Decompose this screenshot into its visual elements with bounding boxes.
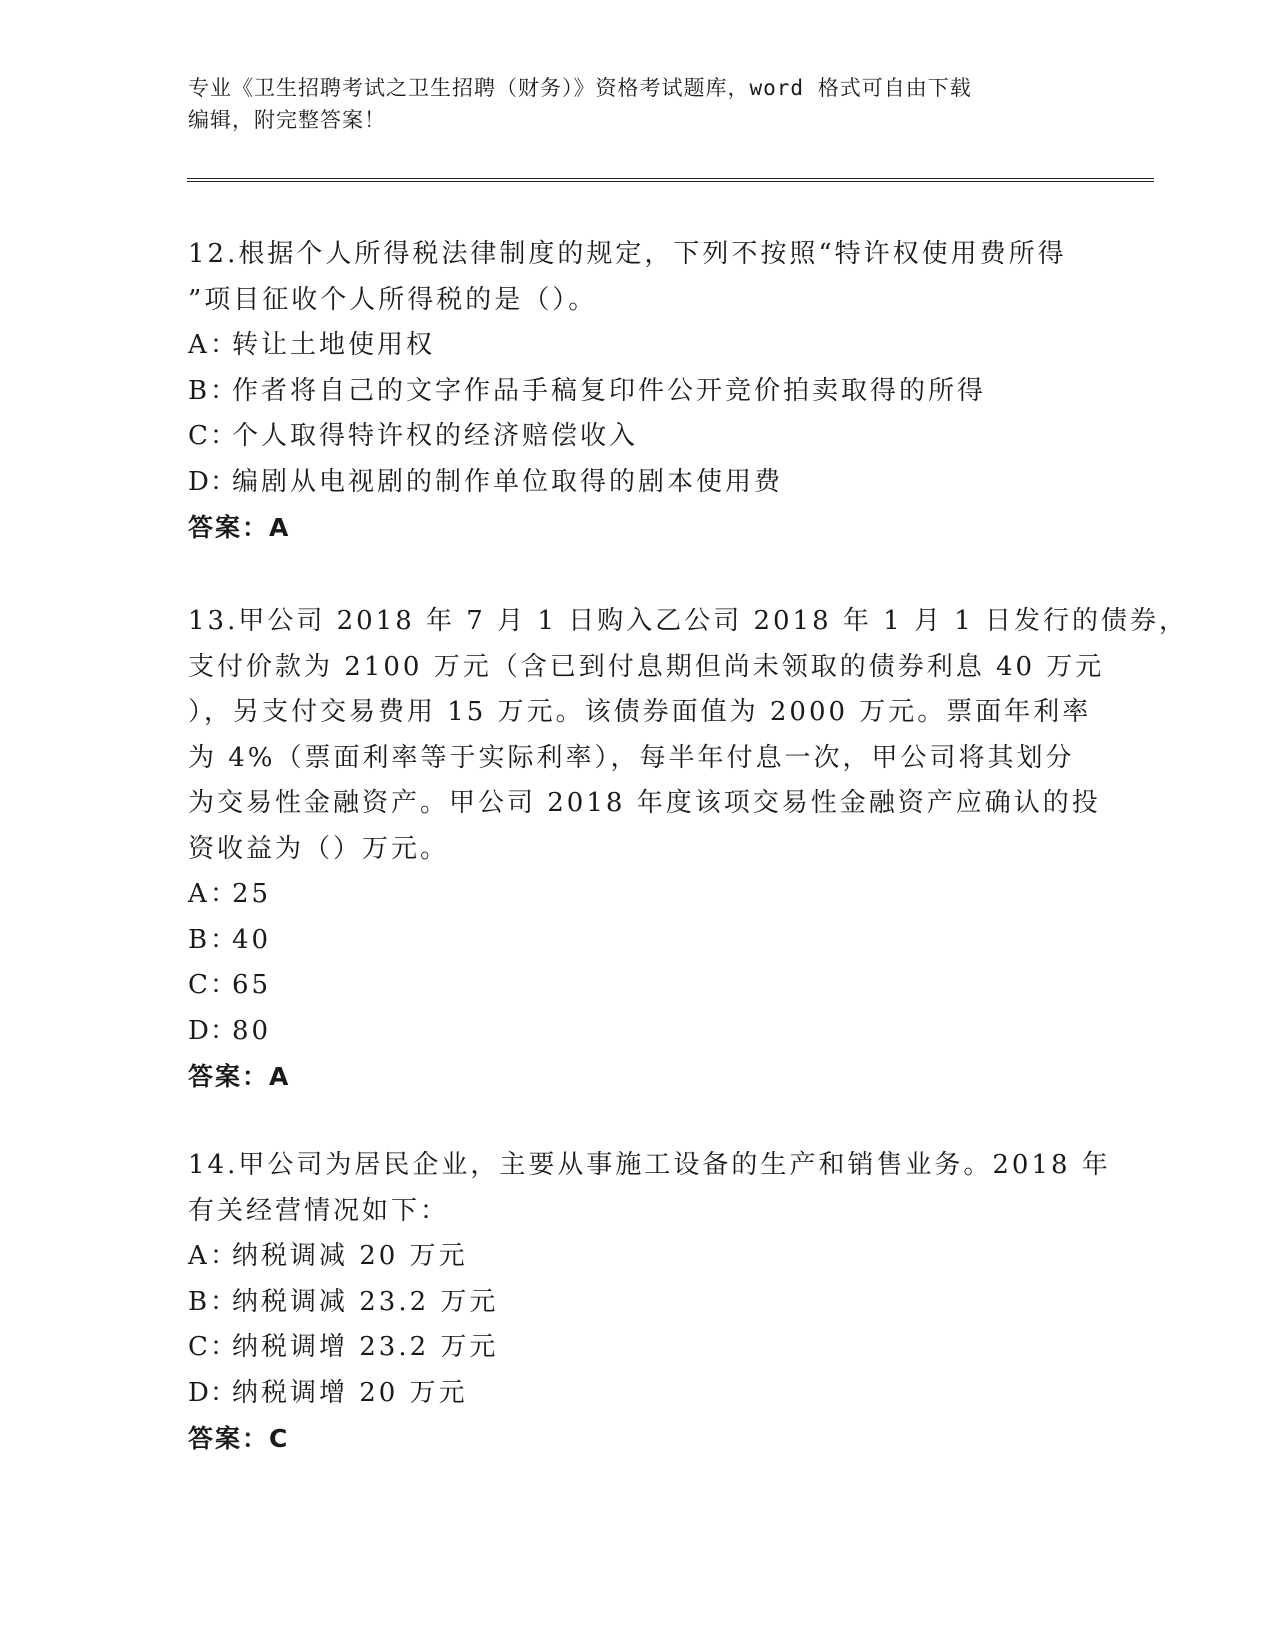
question-13	[188, 599, 1189, 1100]
option-letter: A	[188, 1241, 210, 1271]
option-text: 纳税调增 23.2 万元	[232, 1332, 499, 1362]
option-separator: ：	[210, 375, 240, 406]
question-text-line: 14.甲公司为居民企业，主要从事施工设备的生产和销售业务。2018 年	[188, 1150, 1111, 1180]
option-separator: ：	[210, 1332, 240, 1362]
option-text: 65	[232, 970, 272, 1000]
option-letter: B	[188, 1286, 211, 1317]
option-text: 编剧从电视剧的制作单位取得的剧本使用费	[232, 466, 784, 497]
question-text-line: ”项目征收个人所得税的是（）。	[188, 284, 598, 315]
question-12	[188, 232, 1088, 551]
option-letter: C	[188, 421, 211, 451]
question-text-line: 有关经营情况如下：	[188, 1195, 450, 1226]
option-text: 转让土地使用权	[232, 330, 436, 360]
option-letter: D	[188, 466, 212, 497]
header-divider	[187, 178, 1154, 182]
option-text: 80	[232, 1015, 272, 1046]
option-letter: B	[188, 924, 211, 955]
option-text: 个人取得特许权的经济赔偿收入	[232, 421, 639, 451]
option-c	[188, 1325, 1088, 1371]
option-letter: B	[188, 375, 211, 406]
option-text: 纳税调减 23.2 万元	[232, 1286, 499, 1317]
option-text: 纳税调增 20 万元	[232, 1377, 468, 1408]
question-text-line: ），另支付交易费用 15 万元。该债券面值为 2000 万元。票面年利率	[188, 697, 1092, 727]
option-b	[188, 369, 1088, 415]
option-b	[188, 918, 1088, 964]
option-a	[188, 323, 1088, 369]
question-text-line: 13.甲公司 2018 年 7 月 1 日购入乙公司 2018 年 1 月 1 日发行的债券，	[188, 606, 1189, 636]
question-text-line: 12.根据个人所得税法律制度的规定，下列不按照“特许权使用费所得	[188, 239, 1067, 269]
option-separator: ：	[210, 330, 240, 360]
option-letter: D	[188, 1377, 212, 1408]
option-b	[188, 1280, 1088, 1326]
option-d	[188, 1371, 1088, 1417]
question-text-line: 资收益为（）万元。	[188, 833, 450, 864]
option-letter: D	[188, 1015, 212, 1046]
option-separator: ：	[210, 421, 240, 451]
option-separator: ：	[210, 1015, 240, 1046]
option-separator: ：	[210, 879, 240, 909]
document-header	[188, 72, 1088, 136]
option-separator: ：	[210, 1377, 240, 1408]
option-a	[188, 1234, 1088, 1280]
question-text-line: 支付价款为 2100 万元（含已到付息期但尚未领取的债券利息 40 万元	[188, 651, 1105, 682]
option-letter: C	[188, 1332, 211, 1362]
option-letter: A	[188, 879, 210, 909]
answer-label: 答案：A	[188, 513, 291, 542]
option-separator: ：	[210, 466, 240, 497]
option-separator: ：	[210, 970, 240, 1000]
option-d	[188, 460, 1088, 506]
answer-label: 答案：A	[188, 1062, 291, 1091]
option-a	[188, 872, 1088, 918]
question-text-line: 为 4%（票面利率等于实际利率），每半年付息一次，甲公司将其划分	[188, 742, 1075, 773]
header-line-1: 专业《卫生招聘考试之卫生招聘（财务）》资格考试题库，word 格式可自由下载	[188, 76, 972, 100]
option-separator: ：	[210, 1241, 240, 1271]
option-separator: ：	[210, 924, 240, 955]
option-d	[188, 1009, 1088, 1055]
option-c	[188, 414, 1088, 460]
option-c	[188, 963, 1088, 1009]
option-text: 作者将自己的文字作品手稿复印件公开竞价拍卖取得的所得	[232, 375, 987, 406]
option-text: 40	[232, 924, 272, 955]
question-14	[188, 1143, 1111, 1462]
option-text: 纳税调减 20 万元	[232, 1241, 468, 1271]
option-separator: ：	[210, 1286, 240, 1317]
question-text-line: 为交易性金融资产。甲公司 2018 年度该项交易性金融资产应确认的投	[188, 788, 1101, 818]
header-line-2: 编辑，附完整答案！	[188, 108, 386, 132]
option-letter: A	[188, 330, 210, 360]
option-letter: C	[188, 970, 211, 1000]
answer-label: 答案：C	[188, 1424, 290, 1453]
option-text: 25	[232, 879, 272, 909]
